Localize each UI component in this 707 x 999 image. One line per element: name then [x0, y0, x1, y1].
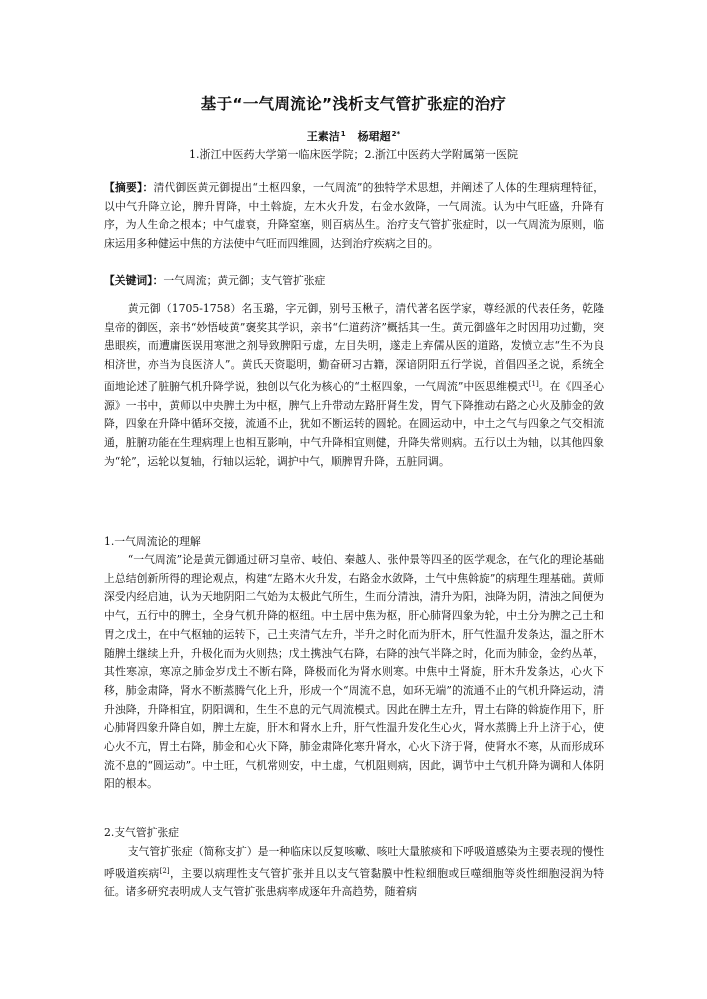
author-name: 杨珺超 — [357, 130, 391, 143]
abstract-text: 清代御医黄元御提出“土枢四象，一气周流”的独特学术思想，并阐述了人体的生理病理特征，以中气升降立论，脾升胃降，中土斡旋，左木火升发，右金水敛降，一气周流。认为中气旺盛，升降有序，为人生命之根本；中气虚衰，升降窒塞，则百病丛生。治疗支气管扩张症时，以一气周流为原则，临床运用多种健运中焦的方法使中气旺而四维圆，达到治疗疾病之目的。 — [104, 181, 604, 251]
affiliation-line: 1.浙江中医药大学第一临床医学院；2.浙江中医药大学附属第一医院 — [189, 148, 518, 161]
section-2-paragraph — [104, 843, 604, 902]
author-name: 王素洁 — [306, 130, 340, 143]
section-2-text-part-a: 支气管扩张症（简称支扩）是一种临床以反复咳嗽、咳吐大量脓痰和下呼吸道感染为主要表现的慢性呼吸道疾病 — [104, 845, 604, 880]
citation-ref: [1] — [528, 379, 539, 388]
keywords-label: 【关键词】： — [104, 274, 164, 287]
intro-paragraph — [104, 300, 604, 471]
intro-text-part-b: 。在《四圣心源》一书中，黄师以中央脾土为中枢，脾气上升带动左路肝肾生发，胃气下降推动右路之心火及肺金的敛降，四象在升降中循环交接，流通不止，犹如不断运转的圆轮。在圆运动中，中土之气与四象之气交相流通，脏腑功能在生理病理上也相互影响，中气升降相宜则健，升降失常则病。五行以土为轴，以其他四象为“轮”，运轮以复轴，行轴以运轮，调护中气，顺脾胃升降，五脏同调。 — [104, 379, 605, 468]
author-affiliation-mark: 2* — [391, 130, 401, 138]
keywords — [104, 272, 604, 291]
abstract — [104, 179, 604, 254]
citation-ref: [2] — [159, 866, 170, 875]
section-1-heading: 1.一气周流论的理解 — [104, 535, 201, 548]
author-line — [0, 128, 707, 144]
section-1-paragraph: “一气周流”论是黄元御通过研习皇帝、岐伯、秦越人、张仲景等四圣的医学观念，在气化的理论基础上总结创新所得的理论观点，构建“左路木火升发，右路金水敛降，土气中焦斡旋”的病理生理基础。黄师深受内经启迪，认为天地阴阳二气始为太极此气所生，生而分清浊，清升为阳，浊降为阴，清浊之间便为中气，五行中的脾土，全身气机升降的枢纽。中土居中焦为枢，肝心肺肾四象为轮，中土分为脾之己土和胃之戊土，在中气枢轴的运转下，己土夹清气左升，半升之时化而为肝木，肝气性温升发条达，温之肝木随脾土继续上升，升极化而为火则热；戊土携浊气右降，右降的浊气半降之时，化而为肺金，金约丛革，其性寒凉，寒凉之肺金岁戊土不断右降，降极而化为肾水则寒。中焦中土肾旋，肝木升发条达，心火下移，肺金肃降，肾水不断蒸腾气化上升，形成一个“周流不息，如环无端”的流通不止的气机升降运动，清升浊降，升降相宜，阴阳调和，生生不息的元气周流模式。因此在脾土左升，胃土右降的斡旋作用下，肝心肺肾四象升降自如，脾土左旋，肝木和肾水上升，肝气性温升发化生心火，肾水蒸腾上升上济于心，使心火不亢，胃土右降，肺金和心火下降，肺金肃降化寒升肾水，心火下济于肾，使肾水不寒，从而形成环流不息的“圆运动”。中土旺，气机常则安，中土虚，气机阻则病，因此，调节中土气机升降为调和人体阴阳的根本。 — [104, 553, 604, 791]
section-2-heading: 2.支气管扩张症 — [104, 826, 180, 839]
abstract-label: 【摘要】： — [104, 181, 154, 194]
author-affiliation-mark: 1 — [340, 130, 346, 138]
intro-text-part-a: 黄元御（1705-1758）名玉璐，字元御，别号玉楸子，清代著名医学家，尊经派的代表任务，乾隆皇帝的御医，亲书“妙悟岐黄”褒奖其学识，亲书“仁道药济”概括其一生。黄元御盛年之时因用功过勤，突患眼疾，而遭庸医误用寒泄之剂导致脾阳亏虚，左目失明，遂走上弃儒从医的道路，发愤立志“生不为良相济世，亦当为良医济人”。黄氏天资聪明，勤奋研习古籍，深谙阴阳五行学说，首倡四圣之说，系统全面地论述了脏腑气机升降学说，独创以气化为核心的“土枢四象，一气周流”中医思维模式 — [104, 302, 604, 393]
paper-title: 基于“一气周流论”浅析支气管扩张症的治疗 — [200, 95, 507, 113]
section-2-text-part-b: ，主要以病理性支气管扩张并且以支气管黏膜中性粒细胞或巨噬细胞等炎性细胞浸润为特征。诸多研究表明成人支气管扩张患病率成逐年升高趋势，随着病 — [104, 866, 605, 899]
keywords-text: 一气周流；黄元御；支气管扩张症 — [163, 274, 326, 287]
